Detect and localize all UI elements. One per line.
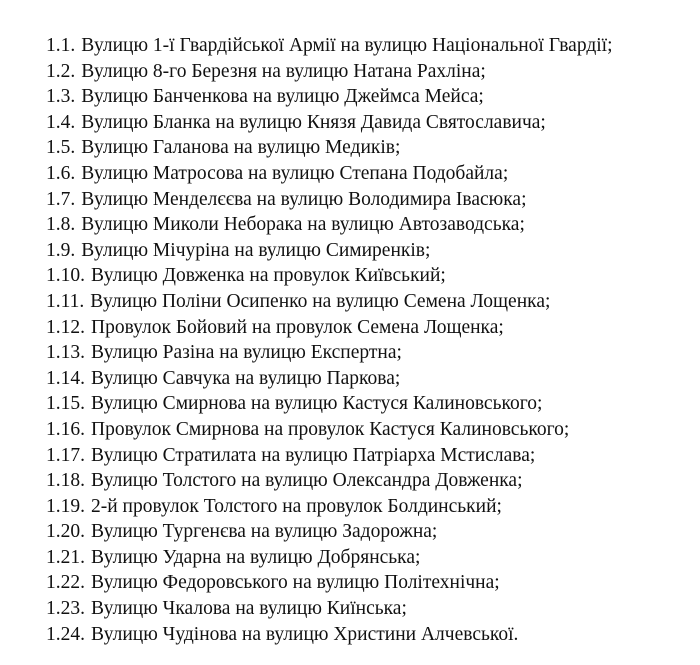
list-item xyxy=(46,596,696,622)
item-text: Вулицю Банченкова на вулицю Джеймса Мейса; xyxy=(81,86,484,108)
list-item xyxy=(46,468,696,494)
list-item xyxy=(46,519,696,545)
item-number: 1.19. xyxy=(46,495,85,517)
list-item xyxy=(46,570,696,596)
item-number: 1.18. xyxy=(46,470,85,492)
item-number: 1.3. xyxy=(46,86,76,108)
item-number: 1.24. xyxy=(46,623,85,645)
list-item xyxy=(46,135,696,161)
item-text: Вулицю Стратилата на вулицю Патріарха Мстислава; xyxy=(91,444,536,466)
list-item xyxy=(46,366,696,392)
item-number: 1.13. xyxy=(46,342,85,364)
item-text: Вулицю Тургенєва на вулицю Задорожна; xyxy=(91,521,438,543)
list-item xyxy=(46,340,696,366)
list-item xyxy=(46,315,696,341)
item-number: 1.23. xyxy=(46,598,85,620)
item-text: Вулицю Чудінова на вулицю Христини Алчевської. xyxy=(91,623,519,645)
item-text: Вулицю Миколи Неборака на вулицю Автозаводська; xyxy=(81,214,525,236)
list-item xyxy=(46,161,696,187)
item-number: 1.6. xyxy=(46,162,76,184)
item-text: Вулицю Савчука на вулицю Паркова; xyxy=(91,367,401,389)
list-item xyxy=(46,622,696,648)
list-item xyxy=(46,33,696,59)
item-text: Вулицю Разіна на вулицю Експертна; xyxy=(91,342,402,364)
list-item xyxy=(46,263,696,289)
list-item xyxy=(46,545,696,571)
item-text: Вулицю Матросова на вулицю Степана Подобайла; xyxy=(81,162,509,184)
item-text: Вулицю Довженка на провулок Київський; xyxy=(91,265,446,287)
item-text: Вулицю Менделєєва на вулицю Володимира Івасюка; xyxy=(81,188,527,210)
item-text: Провулок Бойовий на провулок Семена Лощенка; xyxy=(91,316,504,338)
item-text: Вулицю Бланка на вулицю Князя Давида Святославича; xyxy=(81,111,546,133)
item-number: 1.10. xyxy=(46,265,85,287)
item-text: Вулицю Федоровського на вулицю Політехнічна; xyxy=(91,572,500,594)
item-number: 1.1. xyxy=(46,35,76,56)
item-text: Вулицю Смирнова на вулицю Кастуся Калиновського; xyxy=(91,393,543,415)
item-number: 1.20. xyxy=(46,521,85,543)
item-number: 1.14. xyxy=(46,367,85,389)
item-number: 1.17. xyxy=(46,444,85,466)
list-item xyxy=(46,110,696,136)
item-number: 1.12. xyxy=(46,316,85,338)
item-text: Провулок Смирнова на провулок Кастуся Калиновського; xyxy=(91,418,570,440)
list-item xyxy=(46,443,696,469)
item-number: 1.15. xyxy=(46,393,85,415)
item-number: 1.11. xyxy=(46,290,85,312)
item-text: Вулицю 8-го Березня на вулицю Натана Рахліна; xyxy=(81,60,486,82)
list-item xyxy=(46,212,696,238)
item-number: 1.21. xyxy=(46,546,85,568)
list-item xyxy=(46,289,696,315)
item-number: 1.2. xyxy=(46,60,76,82)
list-item xyxy=(46,238,696,264)
item-text: Вулицю Толстого на вулицю Олександра Довженка; xyxy=(91,470,523,492)
item-number: 1.5. xyxy=(46,137,76,159)
item-number: 1.7. xyxy=(46,188,76,210)
item-text: Вулицю 1-ї Гвардійської Армії на вулицю Національної Гвардії; xyxy=(81,35,613,56)
item-number: 1.22. xyxy=(46,572,85,594)
item-number: 1.4. xyxy=(46,111,76,133)
item-text: Вулицю Галанова на вулицю Медиків; xyxy=(81,137,401,159)
renaming-list xyxy=(46,33,696,647)
item-text: Вулицю Поліни Осипенко на вулицю Семена Лощенка; xyxy=(90,290,551,312)
list-item xyxy=(46,417,696,443)
item-number: 1.16. xyxy=(46,418,85,440)
item-text: Вулицю Чкалова на вулицю Киїнська; xyxy=(91,598,407,620)
item-number: 1.8. xyxy=(46,214,76,236)
item-number: 1.9. xyxy=(46,239,76,261)
item-text: Вулицю Мічуріна на вулицю Симиренків; xyxy=(81,239,431,261)
item-text: Вулицю Ударна на вулицю Добрянська; xyxy=(91,546,421,568)
list-item xyxy=(46,391,696,417)
list-item xyxy=(46,84,696,110)
list-item xyxy=(46,494,696,520)
list-item xyxy=(46,59,696,85)
item-text: 2-й провулок Толстого на провулок Болдинський; xyxy=(91,495,502,517)
list-item xyxy=(46,187,696,213)
